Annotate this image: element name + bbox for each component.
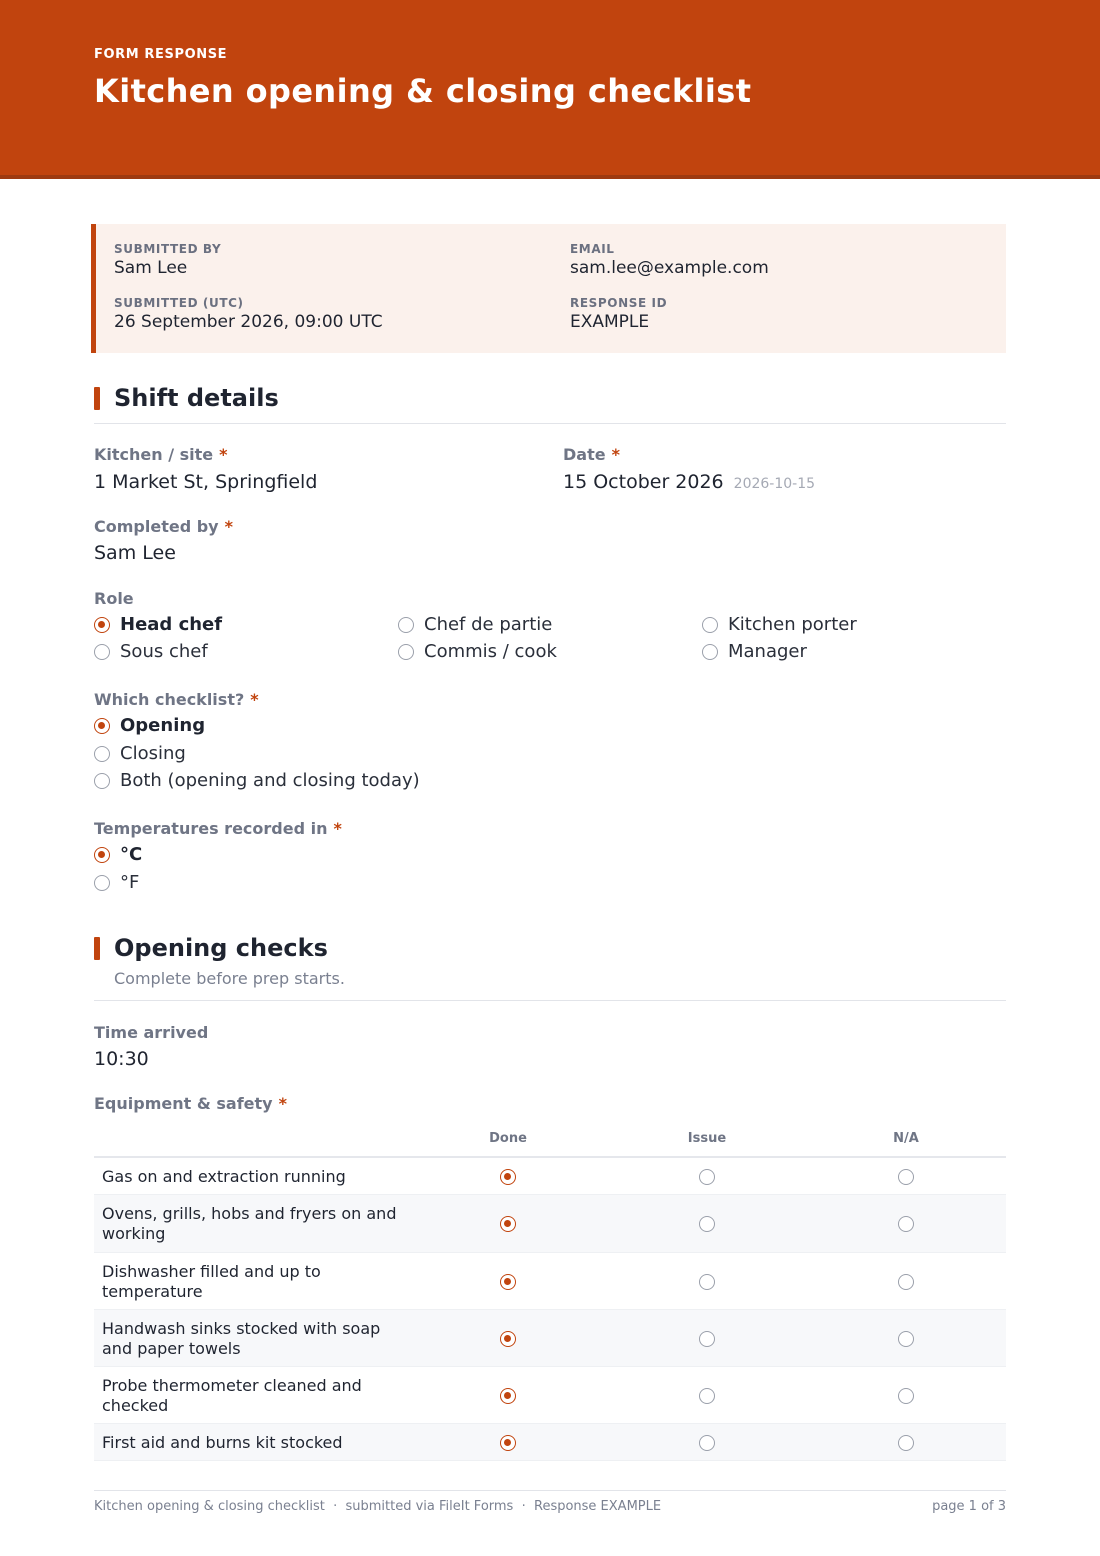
date-iso: 2026-10-15 (733, 476, 816, 492)
grid-radio-na[interactable] (898, 1216, 914, 1232)
required-mark: * (250, 690, 259, 709)
required-mark: * (333, 819, 342, 838)
radio-icon (94, 773, 110, 789)
row-label: Gas on and extraction running (102, 1167, 346, 1186)
table-row (94, 1195, 1006, 1253)
row-label: Probe thermometer cleaned and checked (102, 1376, 362, 1415)
required-mark: * (224, 517, 233, 536)
submitted-utc-value: 26 September 2026, 09:00 UTC (114, 312, 383, 332)
footer-info: Kitchen opening & closing checklist · submitted via FileIt Forms · Response EXAMPLE (94, 1499, 662, 1514)
radio-selected-icon (94, 718, 110, 734)
submission-meta (91, 224, 1006, 353)
grid-radio-issue[interactable] (699, 1274, 715, 1290)
row-label: First aid and burns kit stocked (102, 1433, 343, 1452)
response-id-value: EXAMPLE (570, 312, 650, 332)
grid-radio-na[interactable] (898, 1331, 914, 1347)
email-label: EMAIL (570, 242, 615, 256)
row-label: Dishwasher filled and up to temperature (102, 1262, 321, 1301)
role-option[interactable]: Sous chef (94, 641, 208, 662)
table-row (94, 1253, 1006, 1310)
role-option[interactable]: Kitchen porter (702, 614, 857, 635)
required-mark: * (611, 445, 620, 464)
grid-radio-na[interactable] (898, 1388, 914, 1404)
required-mark: * (278, 1094, 287, 1113)
grid-radio-done[interactable] (500, 1331, 516, 1347)
grid-radio-issue[interactable] (699, 1331, 715, 1347)
temperature-option[interactable]: °F (94, 872, 139, 893)
grid-radio-done[interactable] (500, 1216, 516, 1232)
row-label: Ovens, grills, hobs and fryers on and working (102, 1204, 397, 1243)
role-option[interactable]: Commis / cook (398, 641, 557, 662)
page-number: page 1 of 3 (932, 1499, 1006, 1514)
grid-header (94, 1124, 1006, 1158)
grid-radio-na[interactable] (898, 1435, 914, 1451)
radio-icon (398, 644, 414, 660)
grid-radio-done[interactable] (500, 1274, 516, 1290)
checklist-label: Which checklist? * (94, 690, 259, 709)
temperature-option[interactable]: °C (94, 844, 142, 865)
grid-radio-done[interactable] (500, 1169, 516, 1185)
radio-icon (702, 617, 718, 633)
role-option[interactable]: Head chef (94, 614, 222, 635)
time-arrived-value: 10:30 (94, 1048, 149, 1070)
date-label: Date * (563, 445, 620, 464)
section-divider (94, 1000, 1006, 1001)
submitted-by-label: SUBMITTED BY (114, 242, 222, 256)
section-title-shift: Shift details (94, 384, 279, 412)
header-eyebrow: FORM RESPONSE (94, 47, 228, 62)
table-row (94, 1424, 1006, 1461)
radio-icon (94, 746, 110, 762)
page-title: Kitchen opening & closing checklist (94, 72, 752, 110)
grid-radio-done[interactable] (500, 1388, 516, 1404)
response-id-label: RESPONSE ID (570, 296, 668, 310)
table-row (94, 1310, 1006, 1367)
form-header (0, 0, 1100, 179)
grid-radio-done[interactable] (500, 1435, 516, 1451)
footer-divider (94, 1490, 1006, 1491)
equipment-grid (94, 1124, 1006, 1461)
role-label: Role (94, 589, 134, 608)
submitted-by-value: Sam Lee (114, 258, 188, 278)
checklist-option[interactable]: Opening (94, 715, 205, 736)
column-header-na: N/A (893, 1131, 919, 1146)
radio-icon (702, 644, 718, 660)
email-value: sam.lee@example.com (570, 258, 769, 278)
table-row (94, 1158, 1006, 1195)
temperature-label: Temperatures recorded in * (94, 819, 342, 838)
section-divider (94, 423, 1006, 424)
kitchen-value: 1 Market St, Springfield (94, 471, 318, 493)
role-option[interactable]: Chef de partie (398, 614, 552, 635)
row-label: Handwash sinks stocked with soap and paper towels (102, 1319, 381, 1358)
grid-radio-na[interactable] (898, 1169, 914, 1185)
column-header-issue: Issue (687, 1131, 727, 1146)
completed-by-label: Completed by * (94, 517, 233, 536)
grid-radio-issue[interactable] (699, 1169, 715, 1185)
radio-icon (94, 875, 110, 891)
radio-selected-icon (94, 617, 110, 633)
checklist-option[interactable]: Closing (94, 743, 186, 764)
section-subtitle: Complete before prep starts. (114, 969, 345, 988)
grid-radio-issue[interactable] (699, 1388, 715, 1404)
completed-by-value: Sam Lee (94, 542, 176, 564)
time-arrived-label: Time arrived (94, 1023, 209, 1042)
grid-radio-issue[interactable] (699, 1216, 715, 1232)
radio-icon (398, 617, 414, 633)
equipment-label: Equipment & safety * (94, 1094, 287, 1113)
submitted-utc-label: SUBMITTED (UTC) (114, 296, 244, 310)
grid-radio-issue[interactable] (699, 1435, 715, 1451)
kitchen-label: Kitchen / site * (94, 445, 228, 464)
checklist-option[interactable]: Both (opening and closing today) (94, 770, 420, 791)
column-header-done: Done (489, 1131, 527, 1146)
table-row (94, 1367, 1006, 1424)
date-value: 15 October 2026 2026-10-15 (563, 471, 816, 493)
section-title-opening: Opening checks (94, 934, 328, 962)
role-option[interactable]: Manager (702, 641, 807, 662)
grid-radio-na[interactable] (898, 1274, 914, 1290)
required-mark: * (219, 445, 228, 464)
radio-selected-icon (94, 847, 110, 863)
radio-icon (94, 644, 110, 660)
